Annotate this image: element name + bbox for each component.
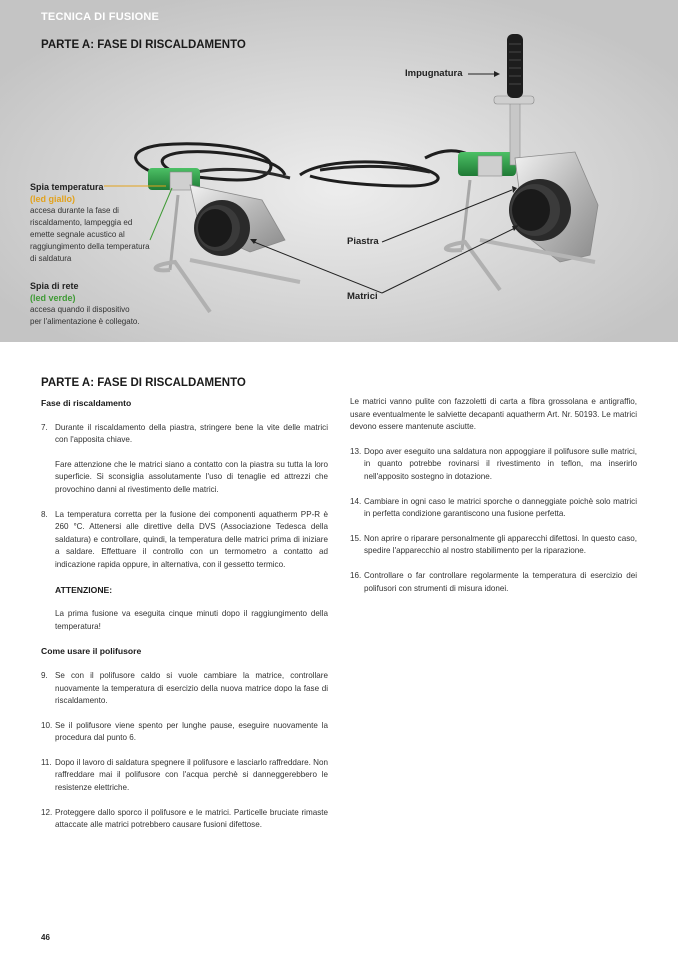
item-number: 15. (350, 533, 362, 543)
item-text: Proteggere dallo sporco il polifusore e le matrici. Particelle bruciate rimaste attaccate alle matrici potrebbero causare fusioni difettose. (55, 807, 328, 830)
item-text: Cambiare in ogni caso le matrici sporche o danneggiate poichè solo matrici in perfetta condizione garantiscono una fusione perfetta. (364, 496, 637, 519)
subheading-uso: Come usare il polifusore (41, 646, 142, 657)
spia-rete-desc-0: accesa quando il dispositivo (30, 305, 130, 314)
list-item-8 (41, 509, 328, 572)
item-text: La temperatura corretta per la fusione dei componenti aquatherm PP-R è 260 °C. Attenersi alle direttive della DVS (Associazione Tedesca della saldatura) e controllare, quindi, la temperatura delle matrici prima di iniziare a saldare. Effettuare il controllo con un termometro a contatto ad indicazione rapida oppure, in alternativa, con il gessetto termico. (55, 509, 328, 569)
photo-title: PARTE A: FASE DI RISCALDAMENTO (41, 39, 246, 51)
list-item-16 (350, 570, 637, 595)
label-matrici: Matrici (347, 291, 378, 302)
spia-temp-desc-1: riscaldamento, lampeggia ed (30, 218, 133, 227)
spia-temp-desc-3: raggiungimento della temperatura (30, 242, 150, 251)
label-piastra: Piastra (347, 236, 379, 247)
spia-rete-desc-1: per l'alimentazione è collegato. (30, 317, 140, 326)
item-indent (41, 459, 55, 497)
spia-rete-color: (led verde) (30, 293, 76, 303)
subheading-fase: Fase di riscaldamento (41, 398, 132, 408)
label-impugnatura: Impugnatura (405, 68, 463, 79)
item-number: 8. (41, 509, 48, 519)
list-item-12 (41, 807, 328, 832)
item-text: La prima fusione va eseguita cinque minuti dopo il raggiungimento della temperatura! (55, 609, 328, 631)
item-number: 12. (41, 807, 53, 817)
item-number: 10. (41, 720, 53, 730)
list-item-14 (350, 496, 637, 521)
item-number: 7. (41, 422, 48, 432)
list-item-7 (41, 422, 328, 447)
spia-temp-desc-2: emette segnale acustico al (30, 230, 125, 239)
attenzione-text (41, 608, 328, 633)
page-number: 46 (41, 933, 50, 942)
attenzione-heading (41, 584, 328, 597)
right-column (350, 396, 637, 595)
list-item-7b (41, 459, 328, 497)
left-column (41, 397, 328, 832)
item-number: 14. (350, 496, 362, 506)
item-number: 9. (41, 670, 48, 680)
list-item-9 (41, 670, 328, 708)
item-indent (41, 584, 55, 597)
item-text: Se con il polifusore caldo si vuole cambiare la matrice, controllare nuovamente la temperatura di esercizio della nuova matrice dopo la fase di riscaldamento. (55, 670, 328, 706)
item-text: Fare attenzione che le matrici siano a contatto con la piastra su tutta la loro superficie. Si sconsiglia assolutamente l'uso di tenaglie ed attrezzi che provochino danni al rivestimento delle matrici. (55, 459, 328, 494)
list-item-10 (41, 720, 328, 745)
spia-temp-desc-0: accesa durante la fase di (30, 206, 119, 215)
spia-rete-title: Spia di rete (30, 281, 79, 291)
item-text: Dopo il lavoro di saldatura spegnere il polifusore e lasciarlo raffreddare. Non raffreddare mai il polifusore con l'acqua perchè si danneggerebbero le resistenze elettriche. (55, 757, 328, 793)
item-text: Dopo aver eseguito una saldatura non appoggiare il polifusore sulle matrici, in quanto potrebbe rovinarsi il rivestimento in teflon, ma inserirlo nell'apposito sostegno in dotazione. (364, 446, 637, 481)
list-item-15 (350, 533, 637, 558)
callout-spia-rete (30, 280, 160, 328)
list-item-11 (41, 757, 328, 795)
product-photo (0, 0, 678, 342)
item-text: Durante il riscaldamento della piastra, stringere bene la vite delle matrici con l'apposita chiave. (55, 422, 328, 445)
item-text: Non aprire o riparare personalmente gli apparecchi difettosi. In questo caso, spedire l'apparecchio al nostro stabilimento per la riparazione. (364, 533, 637, 556)
section-label: TECNICA DI FUSIONE (41, 11, 160, 23)
list-item-13 (350, 446, 637, 484)
item-text: Controllare o far controllare regolarmente la temperatura di esercizio dei polifusori con strumenti di misura idonei. (364, 570, 637, 593)
item-number: 13. (350, 446, 362, 456)
body-title: PARTE A: FASE DI RISCALDAMENTO (41, 377, 246, 389)
item-number: 16. (350, 570, 362, 580)
spia-temp-title: Spia temperatura (30, 182, 104, 192)
item-number: 11. (41, 757, 52, 767)
item-text: Se il polifusore viene spento per lunghe pause, eseguire nuovamente la procedura dal punto 6. (55, 720, 328, 743)
item-indent (41, 608, 55, 633)
attenzione-label: ATTENZIONE: (55, 584, 113, 595)
callout-spia-temperatura (30, 181, 160, 265)
cleaning-intro: Le matrici vanno pulite con fazzoletti di carta a fibra grossolana e antigraffio, usare eventualmente le salviette decapanti aquatherm Art. Nr. 50193. Le matrici devono essere mantenute asciutte. (350, 397, 637, 432)
spia-temp-color: (led giallo) (30, 194, 75, 204)
spia-temp-desc-4: di saldatura (30, 254, 72, 263)
